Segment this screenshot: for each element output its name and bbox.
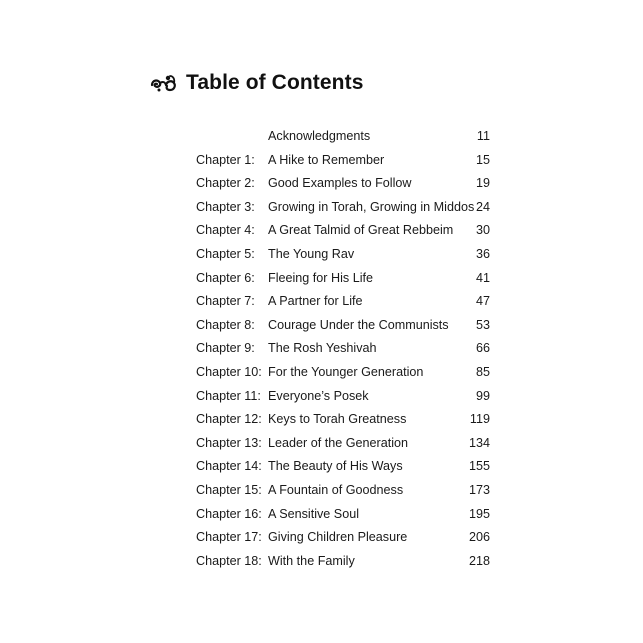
toc-chapter-number: Chapter 9: bbox=[196, 341, 255, 356]
toc-chapter-title: For the Younger Generation bbox=[268, 364, 424, 379]
toc-entry bbox=[196, 267, 492, 291]
toc-page-number: 15 bbox=[475, 152, 490, 167]
toc-entry bbox=[196, 125, 492, 149]
toc-chapter-title: A Fountain of Goodness bbox=[268, 482, 404, 497]
toc-chapter-number: Chapter 11: bbox=[196, 388, 261, 403]
toc-chapter-number: Chapter 14: bbox=[196, 459, 262, 474]
toc-page-number: 41 bbox=[475, 270, 490, 285]
toc-page-number: 206 bbox=[468, 530, 490, 545]
toc-chapter-title: Acknowledgments bbox=[268, 129, 371, 143]
toc-chapter-title: Fleeing for His Life bbox=[268, 270, 373, 285]
toc-entry bbox=[196, 432, 492, 456]
toc-entry bbox=[196, 479, 492, 503]
toc-page-number: 36 bbox=[475, 246, 490, 261]
toc-page-number: 53 bbox=[475, 317, 490, 332]
toc-entry bbox=[196, 172, 492, 196]
toc-chapter-title: The Young Rav bbox=[268, 246, 355, 261]
toc-chapter-title: A Partner for Life bbox=[268, 294, 363, 309]
toc-page-number: 173 bbox=[468, 482, 490, 497]
toc-page-number: 30 bbox=[475, 223, 490, 238]
toc-page-number: 195 bbox=[468, 506, 490, 521]
toc-chapter-number: Chapter 17: bbox=[196, 530, 262, 545]
toc-entry bbox=[196, 503, 492, 527]
toc-chapter-number: Chapter 13: bbox=[196, 435, 262, 450]
toc-entry bbox=[196, 408, 492, 432]
toc-chapter-number: Chapter 3: bbox=[196, 199, 255, 214]
toc-entry bbox=[196, 361, 492, 385]
toc-chapter-title: Growing in Torah, Growing in Middos bbox=[268, 199, 475, 214]
toc-chapter-number: Chapter 6: bbox=[196, 270, 255, 285]
toc-entry bbox=[196, 149, 492, 173]
toc-entry bbox=[196, 526, 492, 550]
toc-chapter-title: Keys to Torah Greatness bbox=[268, 412, 407, 427]
toc-page-number: 218 bbox=[468, 553, 490, 568]
toc-page-number: 155 bbox=[468, 459, 490, 474]
toc-page-number: 119 bbox=[469, 412, 490, 427]
toc-entry bbox=[196, 550, 492, 574]
toc-entry bbox=[196, 385, 492, 409]
toc-page-number: 99 bbox=[475, 388, 490, 403]
toc-entry bbox=[196, 290, 492, 314]
toc-page-number: 134 bbox=[468, 435, 490, 450]
toc-chapter-title: The Beauty of His Ways bbox=[268, 459, 403, 474]
toc-list bbox=[196, 125, 492, 573]
toc-chapter-title: The Rosh Yeshivah bbox=[268, 341, 377, 356]
toc-entry bbox=[196, 314, 492, 338]
toc-entry bbox=[196, 196, 492, 220]
toc-chapter-number: Chapter 15: bbox=[196, 482, 262, 497]
fleuron-ornament-icon bbox=[150, 72, 180, 94]
toc-chapter-title: Giving Children Pleasure bbox=[268, 530, 408, 545]
toc-page-number: 66 bbox=[475, 341, 490, 356]
toc-entry bbox=[196, 337, 492, 361]
toc-chapter-title: Leader of the Generation bbox=[268, 435, 409, 450]
toc-chapter-title: Everyone’s Posek bbox=[268, 388, 369, 403]
toc-chapter-number: Chapter 5: bbox=[196, 246, 255, 261]
toc-chapter-number: Chapter 18: bbox=[196, 553, 262, 568]
toc-chapter-number: Chapter 7: bbox=[196, 294, 255, 309]
page-title: Table of Contents bbox=[186, 71, 364, 94]
toc-heading bbox=[150, 66, 363, 100]
toc-chapter-number: Chapter 10: bbox=[196, 364, 262, 379]
toc-page-number: 47 bbox=[475, 294, 490, 309]
toc-page-number: 85 bbox=[475, 364, 490, 379]
toc-chapter-number: Chapter 16: bbox=[196, 506, 262, 521]
toc-chapter-number: Chapter 1: bbox=[196, 152, 255, 167]
toc-page-number: 24 bbox=[475, 199, 490, 214]
toc-chapter-title: A Hike to Remember bbox=[268, 152, 385, 167]
toc-chapter-number: Chapter 4: bbox=[196, 223, 255, 238]
toc-chapter-title: Courage Under the Communists bbox=[268, 317, 449, 332]
toc-chapter-number: Chapter 12: bbox=[196, 412, 262, 427]
toc-chapter-title: Good Examples to Follow bbox=[268, 176, 412, 191]
toc-chapter-number: Chapter 8: bbox=[196, 317, 255, 332]
toc-entry bbox=[196, 455, 492, 479]
toc-chapter-title: A Great Talmid of Great Rebbeim bbox=[268, 223, 454, 238]
toc-chapter-number: Chapter 2: bbox=[196, 176, 255, 191]
toc-page-number: 11 bbox=[476, 129, 490, 143]
toc-entry bbox=[196, 243, 492, 267]
toc-page-number: 19 bbox=[475, 176, 490, 191]
toc-chapter-title: A Sensitive Soul bbox=[268, 506, 360, 521]
toc-entry bbox=[196, 219, 492, 243]
toc-chapter-title: With the Family bbox=[268, 553, 355, 568]
